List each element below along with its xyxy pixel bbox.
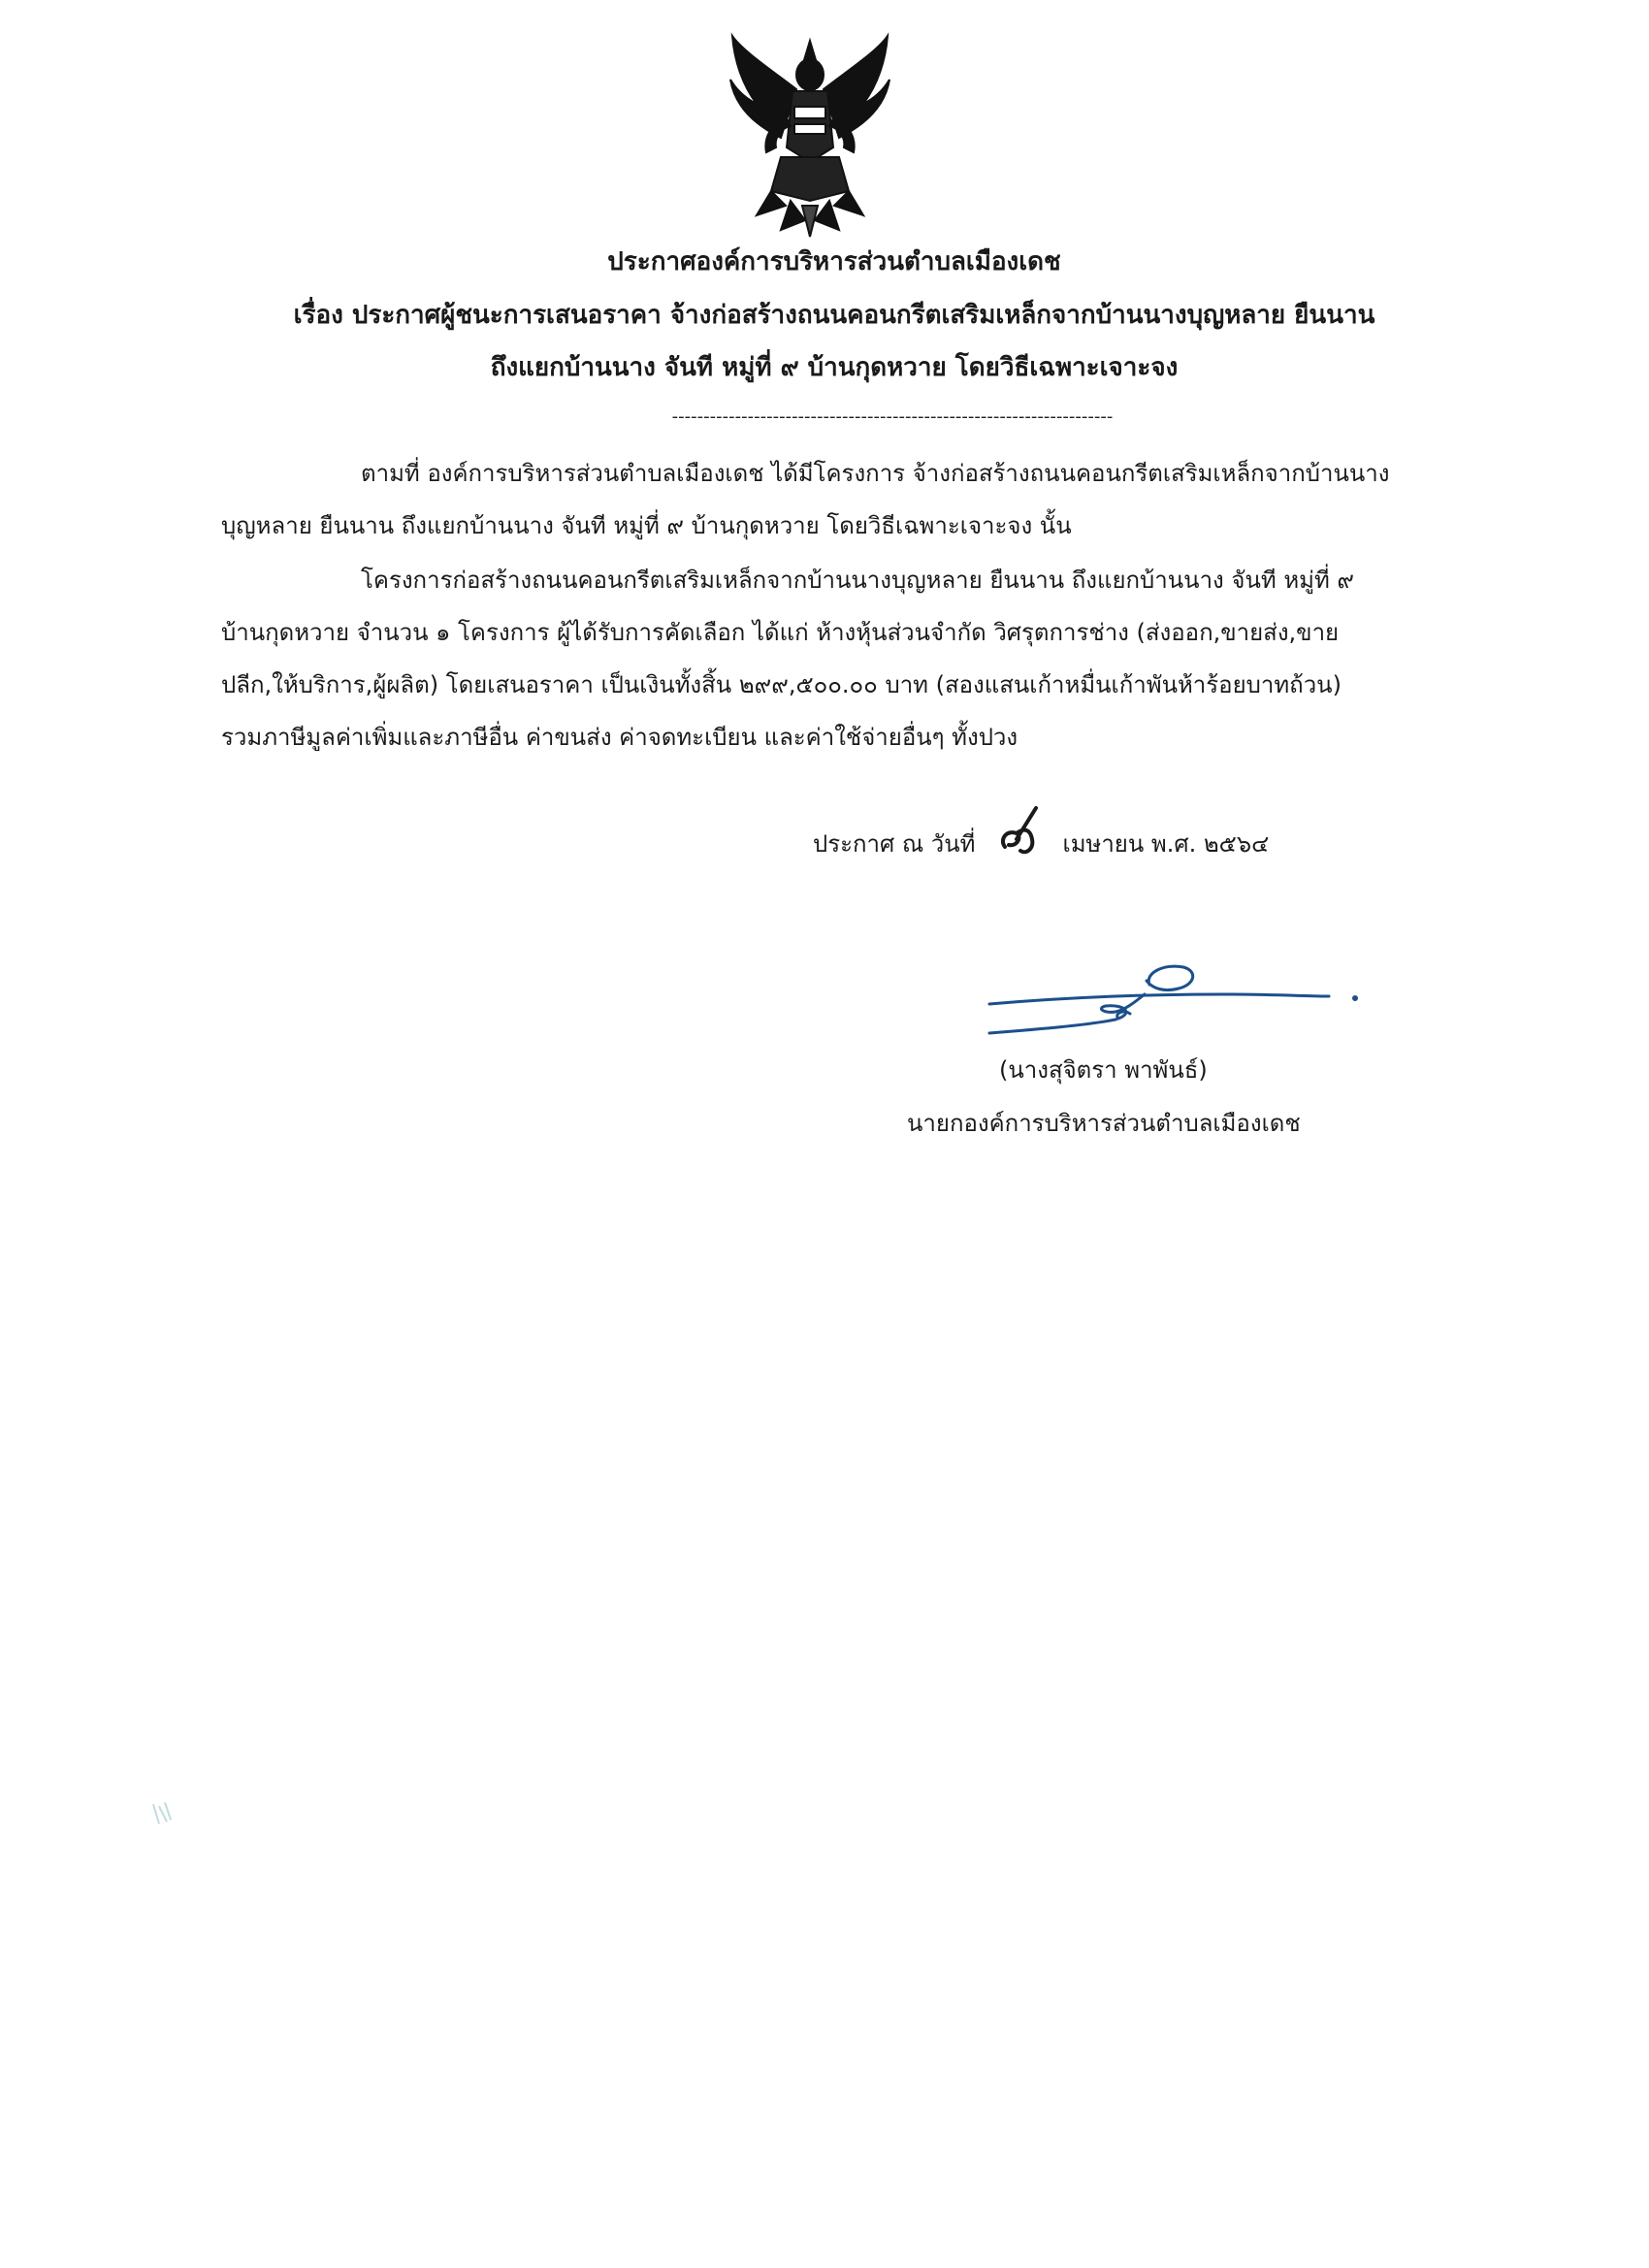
signer-title: นายกองค์การบริหารส่วนตำบลเมืองเดช	[907, 1110, 1301, 1137]
handwritten-day-icon	[987, 800, 1055, 868]
paper-speck-icon	[146, 1795, 184, 1833]
announcement-subject-continued: ถึงแยกบ้านนาง จันที หมู่ที่ ๙ บ้านกุดหวาย โดยวิธีเฉพาะเจาะจง	[490, 353, 1179, 382]
signature-icon	[980, 956, 1368, 1043]
divider-text: ----------------------------------------------------------------------	[671, 406, 1114, 427]
announcement-heading: ประกาศองค์การบริหารส่วนตำบลเมืองเดช	[607, 247, 1061, 276]
announce-date-suffix: เมษายน พ.ศ. ๒๕๖๔	[1062, 830, 1270, 858]
body-paragraph-1-line-1: ตามที่ องค์การบริหารส่วนตำบลเมืองเดช ได้มีโครงการ จ้างก่อสร้างถนนคอนกรีตเสริมเหล็กจากบ้านนาง	[361, 460, 1390, 487]
body-paragraph-2-line-2: บ้านกุดหวาย จำนวน ๑ โครงการ ผู้ได้รับการคัดเลือก ได้แก่ ห้างหุ้นส่วนจำกัด วิศรุตการช่าง (ส่งออก,ขายส่ง,ขาย	[221, 619, 1340, 646]
dashed-divider	[0, 405, 1649, 429]
body-paragraph-2-line-3: ปลีก,ให้บริการ,ผู้ผลิต) โดยเสนอราคา เป็นเงินทั้งสิ้น ๒๙๙,๕๐๐.๐๐ บาท (สองแสนเก้าหมื่นเก้าพันห้าร้อยบาทถ้วน)	[221, 671, 1342, 698]
body-paragraph-2-line-4: รวมภาษีมูลค่าเพิ่มและภาษีอื่น ค่าขนส่ง ค่าจดทะเบียน และค่าใช้จ่ายอื่นๆ ทั้งปวง	[221, 724, 1018, 751]
body-paragraph-1-line-2: บุญหลาย ยืนนาน ถึงแยกบ้านนาง จันที หมู่ที่ ๙ บ้านกุดหวาย โดยวิธีเฉพาะเจาะจง นั้น	[221, 512, 1072, 539]
garuda-emblem-icon	[713, 31, 907, 240]
announce-date-prefix: ประกาศ ณ วันที่	[813, 830, 976, 858]
body-paragraph-2-line-1: โครงการก่อสร้างถนนคอนกรีตเสริมเหล็กจากบ้านนางบุญหลาย ยืนนาน ถึงแยกบ้านนาง จันที หมู่ที่ ๙	[361, 567, 1354, 594]
announcement-subject: เรื่อง ประกาศผู้ชนะการเสนอราคา จ้างก่อสร้างถนนคอนกรีตเสริมเหล็กจากบ้านนางบุญหลาย ยืนนาน	[293, 301, 1375, 330]
signer-name: (นางสุจิตรา พาพันธ์)	[999, 1056, 1208, 1084]
